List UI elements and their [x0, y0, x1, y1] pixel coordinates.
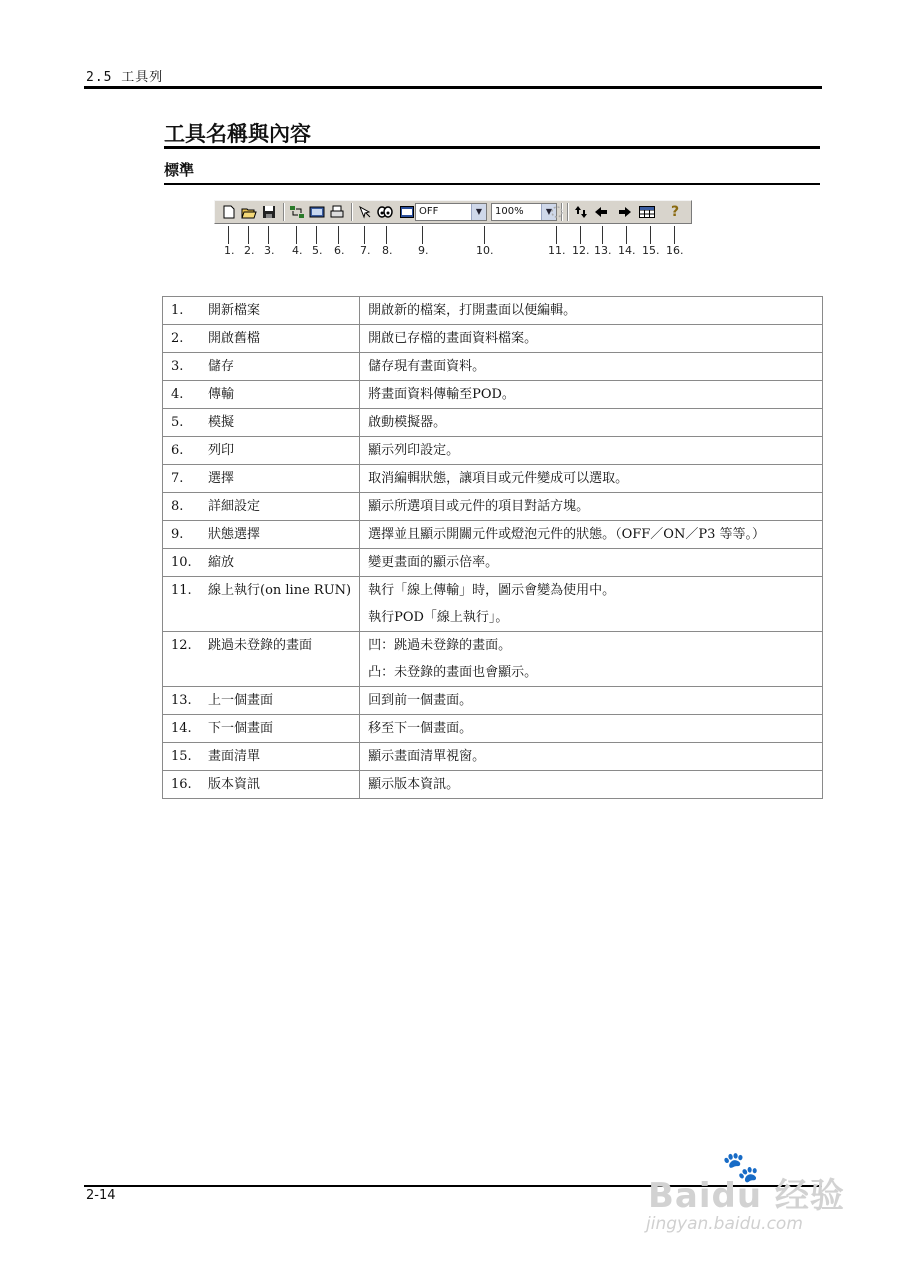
- item-description: [360, 715, 823, 743]
- watermark-url: jingyan.baidu.com: [646, 1214, 803, 1234]
- toolbar-separator: [351, 203, 353, 221]
- table-row: [163, 771, 823, 799]
- item-cell: [163, 297, 360, 325]
- item-name: 儲存: [208, 359, 235, 374]
- item-number: 9.: [171, 527, 184, 542]
- table-row: [163, 577, 823, 632]
- description-line: 變更畫面的顯示倍率。: [368, 555, 499, 570]
- item-cell: [163, 465, 360, 493]
- callout-label: 16.: [666, 244, 684, 257]
- callout-line: [674, 226, 675, 244]
- item-number: 16.: [171, 777, 192, 792]
- state-select[interactable]: [415, 203, 487, 221]
- item-number: 15.: [171, 749, 192, 764]
- item-number: 11.: [171, 583, 192, 598]
- item-number: 3.: [171, 359, 184, 374]
- item-cell: [163, 381, 360, 409]
- callout-line: [422, 226, 423, 244]
- online-run-icon: [549, 204, 565, 220]
- paw-icon: 🐾: [722, 1150, 760, 1185]
- table-row: [163, 687, 823, 715]
- callout-line: [364, 226, 365, 244]
- description-line: 將畫面資料傳輸至POD。: [368, 387, 515, 402]
- item-name: 上一個畫面: [208, 693, 274, 708]
- callout-label: 6.: [334, 244, 345, 257]
- callout-line: [650, 226, 651, 244]
- item-description: [360, 353, 823, 381]
- item-cell: [163, 409, 360, 437]
- item-name: 選擇: [208, 471, 235, 486]
- watermark-logo: Baidu 经验: [648, 1176, 845, 1216]
- description-line: 啟動模擬器。: [368, 415, 447, 430]
- description-line: 回到前一個畫面。: [368, 693, 473, 708]
- item-name: 畫面清單: [208, 749, 261, 764]
- item-description: [360, 577, 823, 632]
- item-number: 12.: [171, 638, 192, 653]
- item-name: 模擬: [208, 415, 235, 430]
- item-name: 開新檔案: [208, 303, 261, 318]
- item-number: 7.: [171, 471, 184, 486]
- table-row: [163, 297, 823, 325]
- description-line: 儲存現有畫面資料。: [368, 359, 486, 374]
- description-line: 執行POD「線上執行」。: [368, 610, 509, 625]
- description-line: 凹：跳過未登錄的畫面。: [368, 638, 512, 653]
- item-name: 下一個畫面: [208, 721, 274, 736]
- detail-icon: [377, 204, 393, 220]
- callout-label: 7.: [360, 244, 371, 257]
- item-number: 6.: [171, 443, 184, 458]
- transfer-icon: [289, 204, 305, 220]
- item-description: [360, 743, 823, 771]
- header-rule: [84, 86, 822, 89]
- item-cell: [163, 549, 360, 577]
- item-description: [360, 549, 823, 577]
- callout-label: 11.: [548, 244, 566, 257]
- item-number: 13.: [171, 693, 192, 708]
- callout-line: [580, 226, 581, 244]
- page-title: 工具名稱與內容: [164, 122, 311, 146]
- simulate-icon: [309, 204, 325, 220]
- callout-line: [484, 226, 485, 244]
- callout-label: 3.: [264, 244, 275, 257]
- chevron-down-icon[interactable]: ▼: [471, 204, 486, 220]
- screen-list-icon: [639, 204, 655, 220]
- table-row: [163, 743, 823, 771]
- item-cell: [163, 687, 360, 715]
- callout-label: 14.: [618, 244, 636, 257]
- next-screen-icon: [617, 204, 633, 220]
- item-description: [360, 297, 823, 325]
- item-description: [360, 437, 823, 465]
- table-row: [163, 353, 823, 381]
- open-folder-icon: [241, 204, 257, 220]
- description-line: 選擇並且顯示開關元件或燈泡元件的狀態。（OFF／ON／P3 等等。）: [368, 527, 765, 542]
- callout-line: [556, 226, 557, 244]
- toolbar-separator: [567, 203, 569, 221]
- title-rule: [164, 146, 820, 149]
- description-line: 顯示版本資訊。: [368, 777, 460, 792]
- description-line: 取消編輯狀態，讓項目或元件變成可以選取。: [368, 471, 629, 486]
- table-row: [163, 521, 823, 549]
- item-cell: [163, 771, 360, 799]
- callout-label: 12.: [572, 244, 590, 257]
- callout-line: [228, 226, 229, 244]
- table-row: [163, 465, 823, 493]
- table-row: [163, 715, 823, 743]
- subtitle-rule: [164, 183, 820, 185]
- callout-label: 4.: [292, 244, 303, 257]
- select-pointer-icon: [357, 204, 373, 220]
- item-name: 狀態選擇: [208, 527, 261, 542]
- item-number: 5.: [171, 415, 184, 430]
- callout-label: 5.: [312, 244, 323, 257]
- table-row: [163, 632, 823, 687]
- callout-label: 8.: [382, 244, 393, 257]
- item-name: 縮放: [208, 555, 235, 570]
- state-select-value: OFF: [419, 206, 439, 217]
- section-subtitle: 標準: [164, 161, 195, 179]
- table-row: [163, 381, 823, 409]
- item-number: 10.: [171, 555, 192, 570]
- toolbar-illustration: [214, 200, 692, 224]
- state-icon: [399, 204, 415, 220]
- callout-label: 13.: [594, 244, 612, 257]
- description-line: 執行「線上傳輸」時，圖示會變為使用中。: [368, 583, 616, 598]
- item-cell: [163, 325, 360, 353]
- item-number: 1.: [171, 303, 184, 318]
- table-row: [163, 325, 823, 353]
- item-number: 14.: [171, 721, 192, 736]
- toolbar-separator: [283, 203, 285, 221]
- item-description: [360, 771, 823, 799]
- watermark: [640, 1150, 860, 1245]
- skip-screen-icon: [573, 204, 589, 220]
- callout-line: [386, 226, 387, 244]
- item-name: 開啟舊檔: [208, 331, 261, 346]
- table-row: [163, 409, 823, 437]
- item-cell: [163, 632, 360, 687]
- item-cell: [163, 493, 360, 521]
- print-icon: [329, 204, 345, 220]
- item-description: [360, 521, 823, 549]
- callout-line: [248, 226, 249, 244]
- save-disk-icon: [261, 204, 277, 220]
- item-cell: [163, 715, 360, 743]
- item-description: [360, 493, 823, 521]
- description-line: 開啟已存檔的畫面資料檔案。: [368, 331, 538, 346]
- callout-line: [338, 226, 339, 244]
- zoom-select-value: 100%: [495, 206, 524, 217]
- description-line: 顯示畫面清單視窗。: [368, 749, 486, 764]
- toolbar-description-table: [162, 296, 823, 799]
- callout-line: [268, 226, 269, 244]
- item-description: [360, 632, 823, 687]
- table-row: [163, 493, 823, 521]
- item-name: 版本資訊: [208, 777, 261, 792]
- description-line: 顯示列印設定。: [368, 443, 460, 458]
- item-description: [360, 381, 823, 409]
- callout-label: 9.: [418, 244, 429, 257]
- callout-line: [296, 226, 297, 244]
- callout-label: 10.: [476, 244, 494, 257]
- item-cell: [163, 577, 360, 632]
- table-row: [163, 437, 823, 465]
- item-description: [360, 465, 823, 493]
- item-description: [360, 687, 823, 715]
- item-cell: [163, 437, 360, 465]
- item-name: 傳輸: [208, 387, 235, 402]
- callout-label: 1.: [224, 244, 235, 257]
- callout-line: [626, 226, 627, 244]
- item-name: 詳細設定: [208, 499, 261, 514]
- page-number: 2-14: [86, 1188, 116, 1203]
- callout-label: 15.: [642, 244, 660, 257]
- description-line: 凸：未登錄的畫面也會顯示。: [368, 665, 538, 680]
- section-header: 2.5 工具列: [86, 70, 164, 85]
- item-cell: [163, 353, 360, 381]
- item-number: 8.: [171, 499, 184, 514]
- table-row: [163, 549, 823, 577]
- description-line: 顯示所選項目或元件的項目對話方塊。: [368, 499, 590, 514]
- description-line: 移至下一個畫面。: [368, 721, 473, 736]
- callout-label: 2.: [244, 244, 255, 257]
- callout-line: [316, 226, 317, 244]
- new-file-icon: [221, 204, 237, 220]
- item-number: 4.: [171, 387, 184, 402]
- item-name: 跳過未登錄的畫面: [208, 638, 313, 653]
- item-description: [360, 409, 823, 437]
- item-name: 線上執行(on line RUN): [208, 583, 352, 598]
- item-name: 列印: [208, 443, 235, 458]
- callout-line: [602, 226, 603, 244]
- item-description: [360, 325, 823, 353]
- item-cell: [163, 743, 360, 771]
- prev-screen-icon: [593, 204, 609, 220]
- item-number: 2.: [171, 331, 184, 346]
- description-line: 開啟新的檔案，打開畫面以便編輯。: [368, 303, 577, 318]
- chevron-down-icon[interactable]: ▼: [541, 204, 556, 220]
- item-cell: [163, 521, 360, 549]
- help-icon: ?: [670, 204, 680, 220]
